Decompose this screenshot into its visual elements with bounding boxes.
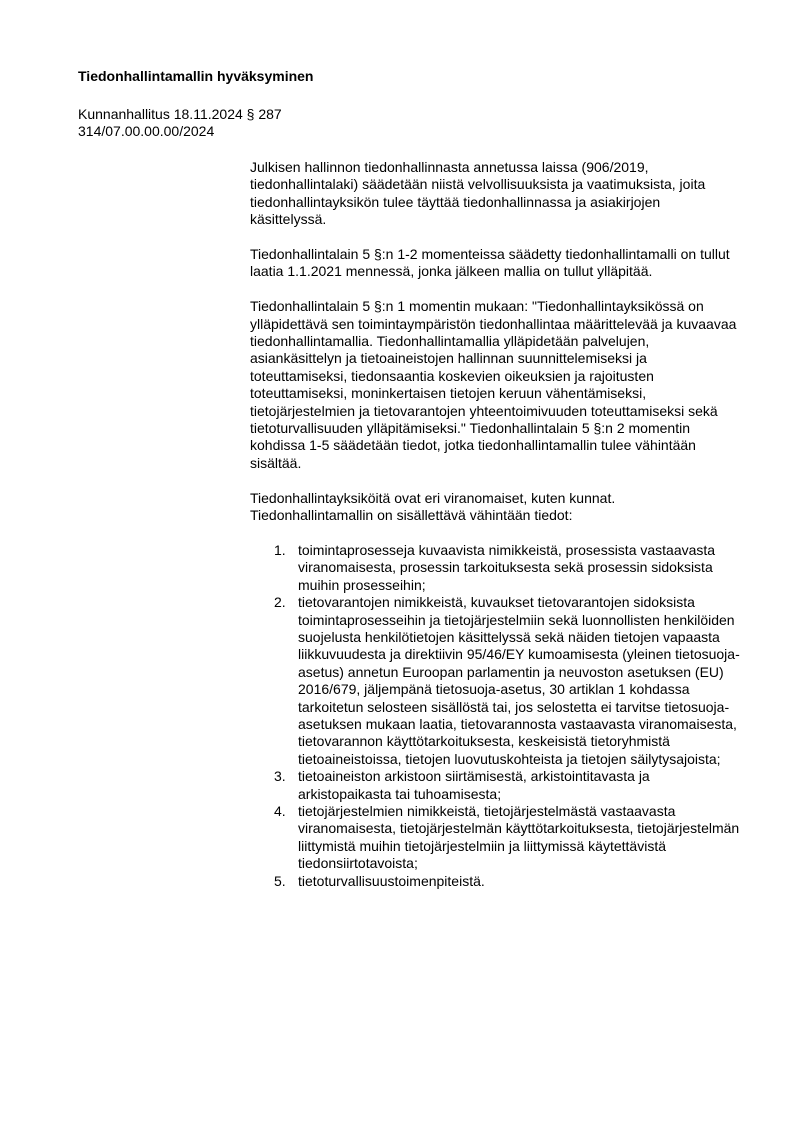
- page-title: Tiedonhallintamallin hyväksyminen: [78, 68, 314, 84]
- list-text: tietoturvallisuustoimenpiteistä.: [298, 872, 485, 889]
- paragraph-quote: Tiedonhallintalain 5 §:n 1 momentin mukaan: "Tiedonhallintayksikössä on ylläpidettävä sen toimintaympäristön tiedonhallintaa määrittelevää ja kuvaavaa tiedonhallintamallia. Tiedonhallintamallia ylläpidetään palvelujen, asiankäsittelyn ja tietoaineistojen hallinnan suunnittelemiseksi ja toteuttamiseksi, tiedonsaantia koskevien oikeuksien ja rajoitusten toteuttamiseksi, moninkertaisen tietojen keruun vähentämiseksi, tietojärjestelmien ja tietovarantojen yhteentoimivuuden toteuttamiseksi sekä tietoturvallisuuden ylläpitämiseksi." Tiedonhallintalain 5 §:n 2 momentin kohdissa 1-5 säädetään tiedot, jotka tiedonhallintamallin tulee vähintään sisältää.: [250, 298, 737, 471]
- list-number: 3.: [274, 768, 286, 785]
- meeting-reference: [78, 106, 282, 141]
- list-text: tietojärjestelmien nimikkeistä, tietojärjestelmästä vastaavasta viranomaisesta, tietojärjestelmän käyttötarkoituksesta, tietojärjestelmän liittymistä muihin tietojärjestelmiin ja liittymissä käytettävistä tiedonsiirtotavoista;: [298, 802, 740, 872]
- list-item: [250, 803, 740, 873]
- meeting-line: Kunnanhallitus 18.11.2024 § 287: [78, 106, 282, 122]
- list-text: tietoaineiston arkistoon siirtämisestä, arkistointitavasta ja arkistopaikasta tai tuhoamisesta;: [298, 768, 650, 802]
- list-text: tietovarantojen nimikkeistä, kuvaukset tietovarantojen sidoksista toimintaprosesseihin ja tietojärjestelmiin sekä luonnollisten henkilöiden suojelusta henkilötietojen käsittelyssä sekä näiden tietojen vapaasta liikkuvuudesta ja direktiivin 95/46/EY kumoamisesta (yleinen tietosuoja-asetus) annetun Euroopan parlamentin ja neuvoston asetuksen (EU) 2016/679, jäljempänä tietosuoja-asetus, 30 artiklan 1 kohdassa tarkoitetun selosteen sisällöstä tai, jos selostetta ei tarvitse tietosuoja-asetuksen mukaan laatia, tietovarannosta vastaavasta viranomaisesta, tietovarannon käyttötarkoituksesta, keskeisistä tietoryhmistä tietoaineistoissa, tietojen luovutuskohteista ja tietojen säilytysajoista;: [298, 594, 740, 767]
- list-item: [250, 873, 740, 890]
- document-body: [250, 159, 740, 890]
- list-number: 5.: [274, 872, 286, 889]
- list-item: [250, 542, 740, 594]
- list-number: 1.: [274, 541, 286, 558]
- list-text: toimintaprosesseja kuvaavista nimikkeistä, prosessista vastaavasta viranomaisesta, prosessin tarkoituksesta sekä prosessin sidoksista muihin prosesseihin;: [298, 541, 716, 593]
- case-number: 314/07.00.00.00/2024: [78, 123, 215, 140]
- list-number: 2.: [274, 594, 286, 611]
- list-number: 4.: [274, 802, 286, 819]
- paragraph-list-intro: Tiedonhallintayksiköitä ovat eri viranomaiset, kuten kunnat. Tiedonhallintamallin on sisällettävä vähintään tiedot:: [250, 489, 616, 524]
- paragraph-intro: Julkisen hallinnon tiedonhallinnasta annetussa laissa (906/2019, tiedonhallintalaki) säädetään niistä velvollisuuksista ja vaatimuksista, joita tiedonhallintayksikön tulee täyttää tiedonhallinnassa ja asiakirjojen käsittelyssä.: [250, 159, 706, 228]
- list-item: [250, 594, 740, 768]
- requirements-list: [250, 542, 740, 890]
- list-item: [250, 768, 740, 803]
- paragraph-deadline: Tiedonhallintalain 5 §:n 1-2 momenteissa säädetty tiedonhallintamalli on tullut laatia 1.1.2021 mennessä, jonka jälkeen mallia on tullut ylläpitää.: [250, 246, 730, 280]
